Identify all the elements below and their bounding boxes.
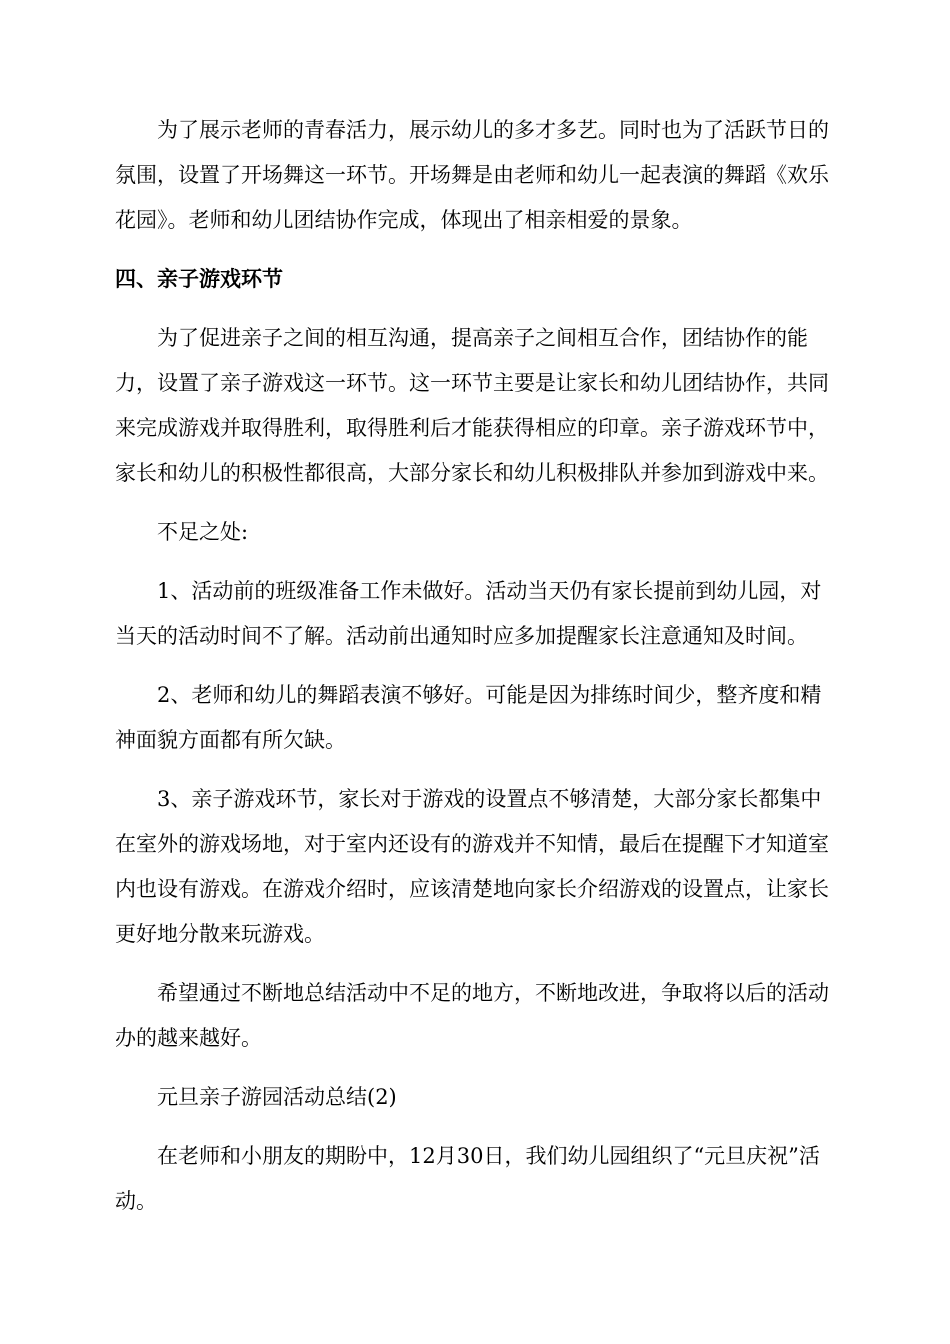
document-page xyxy=(115,108,835,1224)
shortcoming-item-3: 3、亲子游戏环节，家长对于游戏的设置点不够清楚，大部分家长都集中在室外的游戏场地，对于室内还设有的游戏并不知情，最后在提醒下才知道室内也设有游戏。在游戏介绍时，应该清楚地向家长介绍游戏的设置点，让家长更好地分散来玩游戏。 xyxy=(115,787,829,946)
paragraph-opening-dance: 为了展示老师的青春活力，展示幼儿的多才多艺。同时也为了活跃节日的氛围，设置了开场舞这一环节。开场舞是由老师和幼儿一起表演的舞蹈《欢乐花园》。老师和幼儿团结协作完成，体现出了相亲相爱的景象。 xyxy=(115,118,829,232)
spacer xyxy=(115,496,835,510)
spacer xyxy=(115,957,835,971)
shortcoming-item-1: 1、活动前的班级准备工作未做好。活动当天仍有家长提前到幼儿园，对当天的活动时间不了解。活动前出通知时应多加提醒家长注意通知及时间。 xyxy=(115,579,822,648)
spacer xyxy=(115,302,835,316)
paragraph-hope: 希望通过不断地总结活动中不足的地方，不断地改进，争取将以后的活动办的越来越好。 xyxy=(115,981,829,1050)
paragraph-parent-child-games: 为了促进亲子之间的相互沟通，提高亲子之间相互合作，团结协作的能力，设置了亲子游戏这一环节。这一环节主要是让家长和幼儿团结协作，共同来完成游戏并取得胜利，取得胜利后才能获得相应的印章。亲子游戏环节中，家长和幼儿的积极性都很高，大部分家长和幼儿积极排队并参加到游戏中来。 xyxy=(115,326,829,485)
section-heading-parent-child-games: 四、亲子游戏环节 xyxy=(115,267,283,291)
shortcoming-item-2: 2、老师和幼儿的舞蹈表演不够好。可能是因为排练时间少，整齐度和精神面貌方面都有所欠缺。 xyxy=(115,683,822,752)
spacer xyxy=(115,1061,835,1075)
spacer xyxy=(115,555,835,569)
spacer xyxy=(115,763,835,777)
document-subtitle-2: 元旦亲子游园活动总结(2) xyxy=(157,1085,397,1109)
spacer xyxy=(115,1120,835,1134)
shortcomings-title: 不足之处: xyxy=(157,520,249,544)
spacer xyxy=(115,243,835,257)
paragraph-new-year-celebration: 在老师和小朋友的期盼中，12月30日，我们幼儿园组织了“元旦庆祝”活动。 xyxy=(115,1144,820,1213)
spacer xyxy=(115,659,835,673)
